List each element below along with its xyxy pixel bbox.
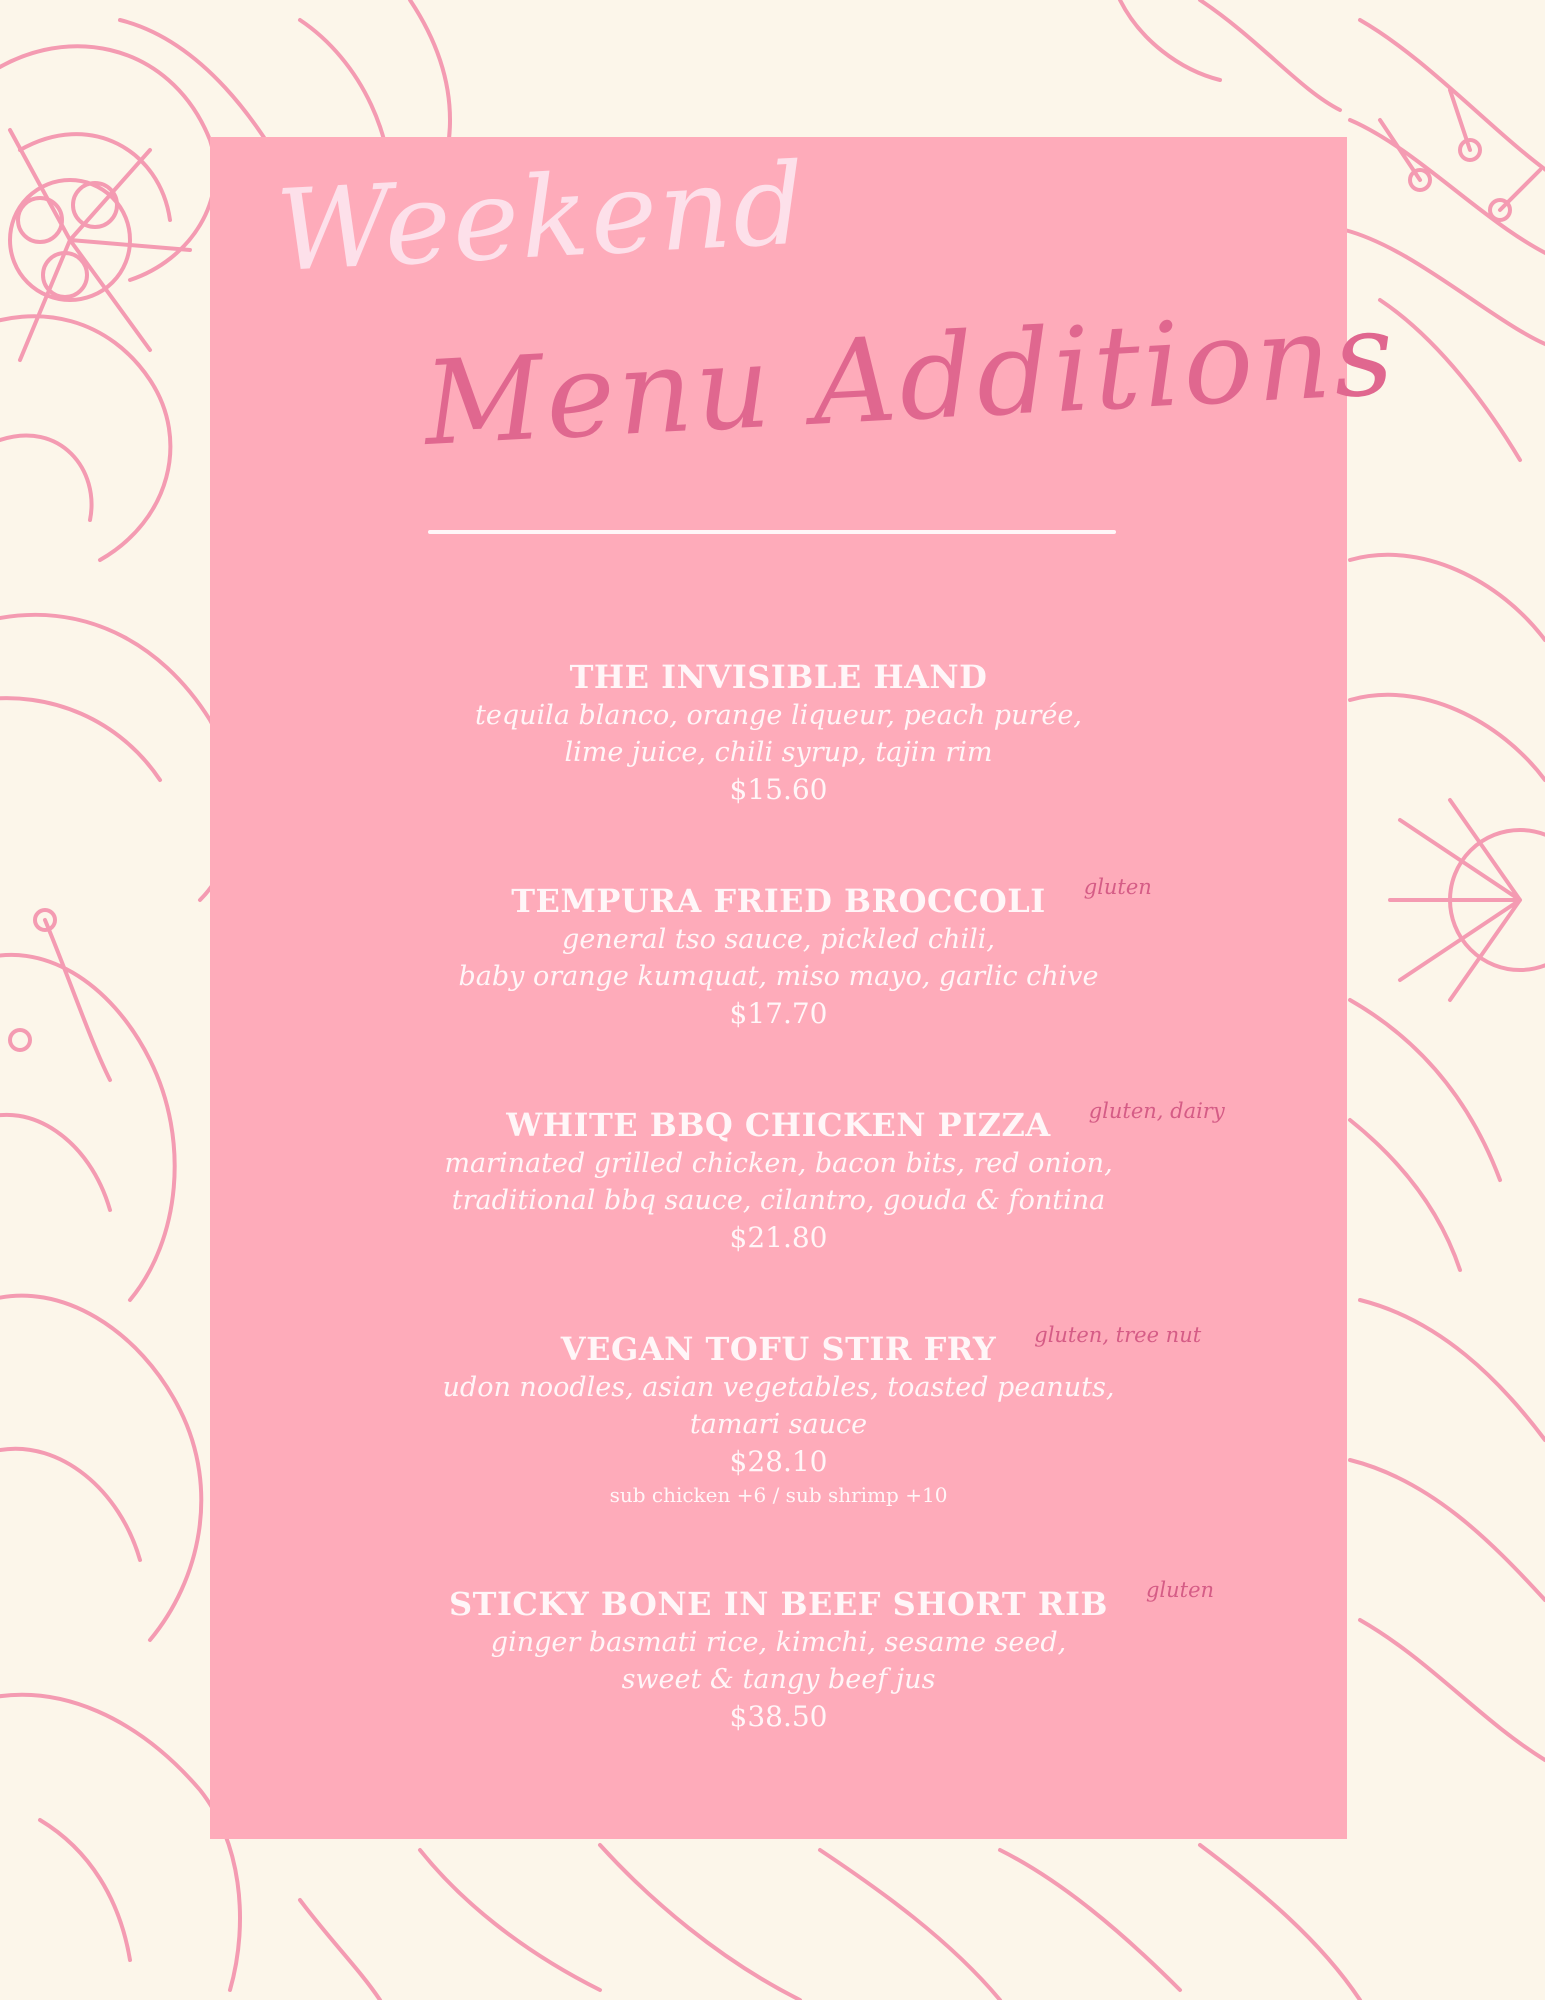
menu-item-description: udon noodles, asian vegetables, toasted peanuts, [442, 1372, 1115, 1403]
menu-item-allergens: gluten, dairy [1088, 1099, 1225, 1123]
menu-item-description: ginger basmati rice, kimchi, sesame seed, [490, 1627, 1067, 1658]
flower-left-lily [0, 910, 240, 1990]
menu-item-name: TEMPURA FRIED BROCCOLI [511, 882, 1046, 920]
menu-item-price: $21.80 [729, 1221, 828, 1254]
menu-item-allergens: gluten [1145, 1578, 1215, 1602]
menu-item [210, 1099, 1347, 1257]
menu-item-price: $15.60 [729, 773, 828, 806]
menu-item-description: sweet & tangy beef jus [621, 1664, 936, 1695]
menu-item-name: THE INVISIBLE HAND [569, 658, 988, 696]
menu-item-description: lime juice, chili syrup, tajin rim [564, 737, 993, 768]
menu-item-allergens: gluten [1083, 875, 1152, 899]
title-menu-additions: Menu Additions [420, 286, 1400, 472]
menu-item-description: tamari sauce [689, 1409, 868, 1440]
menu-item-name: VEGAN TOFU STIR FRY [560, 1330, 997, 1368]
menu-item-name: STICKY BONE IN BEEF SHORT RIB [449, 1585, 1108, 1623]
menu-item-header [511, 875, 1152, 921]
menu-item [210, 657, 1347, 809]
menu-item-description: baby orange kumquat, miso mayo, garlic chive [458, 961, 1099, 992]
menu-item-name: WHITE BBQ CHICKEN PIZZA [506, 1106, 1051, 1144]
menu-item-header [449, 1578, 1215, 1624]
flower-right [1350, 555, 1545, 1760]
title-weekend: Weekend [273, 139, 810, 297]
menu-item [210, 1323, 1347, 1509]
menu-card [210, 137, 1400, 1839]
menu-item-description: marinated grilled chicken, bacon bits, red onion, [444, 1148, 1113, 1179]
menu-item-price: $28.10 [729, 1445, 828, 1478]
menu-item [210, 1578, 1347, 1736]
menu-item-description: traditional bbq sauce, cilantro, gouda & fontina [451, 1185, 1106, 1216]
title-divider [428, 530, 1116, 534]
flower-bottom [300, 1845, 1360, 2000]
menu-item-header [560, 1323, 1202, 1369]
menu-item-header [570, 657, 988, 697]
menu-item-allergens: gluten, tree nut [1034, 1323, 1202, 1347]
menu-item-substitution-note: sub chicken +6 / sub shrimp +10 [609, 1483, 948, 1507]
menu-item-description: general tso sauce, pickled chili, [562, 924, 995, 955]
menu-item-price: $17.70 [729, 997, 828, 1030]
menu-item-description: tequila blanco, orange liqueur, peach purée, [475, 700, 1082, 731]
menu-item-header [506, 1099, 1225, 1145]
menu-item [210, 875, 1347, 1033]
menu-item-price: $38.50 [729, 1700, 828, 1733]
